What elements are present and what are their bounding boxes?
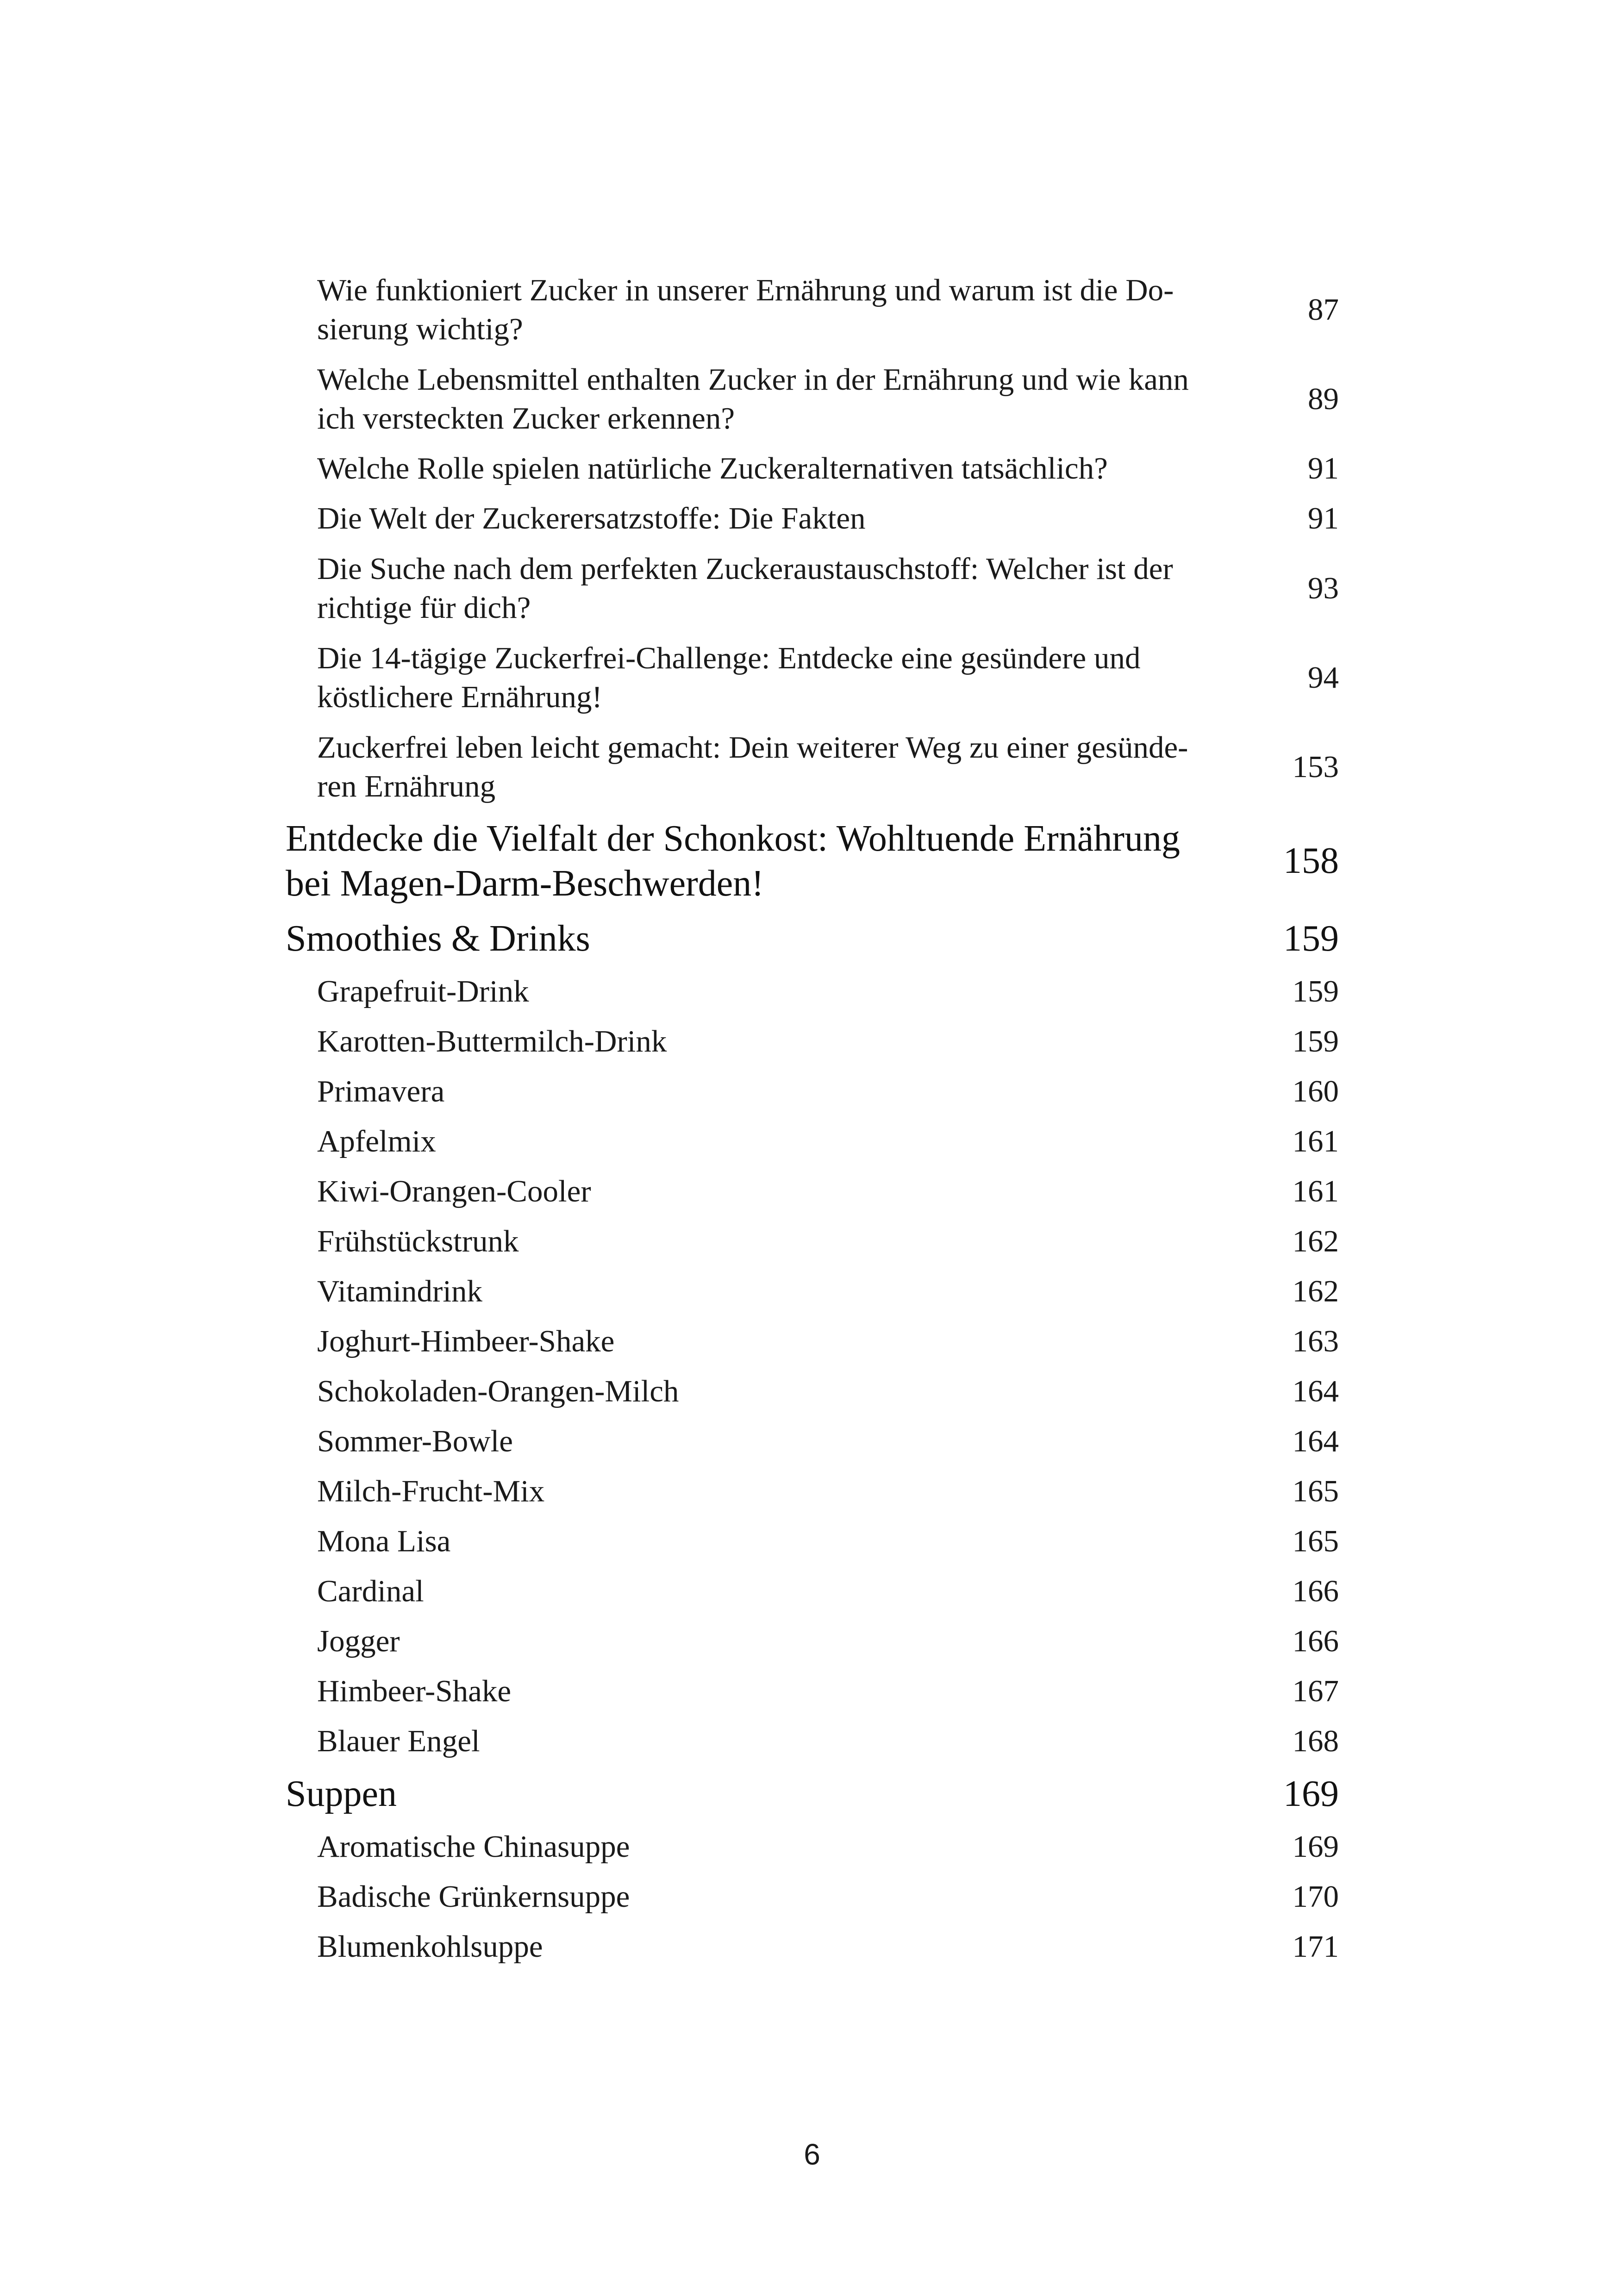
toc-entry-page-number: 168: [1292, 1724, 1339, 1758]
toc-entry-page-number: 169: [1292, 1829, 1339, 1864]
toc-entry-title: Welche Lebensmittel enthalten Zucker in der Ernährung und wie kann ich versteckten Zucker erkennen?: [317, 362, 1189, 436]
toc-chapter-entry[interactable]: [286, 911, 1339, 966]
toc-entry-page-number: 166: [1292, 1574, 1339, 1608]
toc-entry[interactable]: [286, 966, 1339, 1016]
toc-chapter-entry[interactable]: [286, 1766, 1339, 1822]
toc-entry[interactable]: [286, 722, 1339, 811]
toc-entry-page-number: 153: [1292, 749, 1339, 784]
toc-entry-page-number: 169: [1283, 1773, 1339, 1814]
toc-entry-title: Mona Lisa: [317, 1524, 451, 1558]
toc-entry-title: Cardinal: [317, 1574, 424, 1608]
toc-entry-title: Die Welt der Zuckerersatzstoffe: Die Fakten: [317, 501, 866, 535]
toc-entry[interactable]: [286, 1616, 1339, 1666]
toc-entry-page-number: 166: [1292, 1624, 1339, 1658]
toc-entry-page-number: 159: [1292, 1024, 1339, 1058]
toc-entry-title: Blauer Engel: [317, 1724, 480, 1758]
toc-entry-page-number: 163: [1292, 1324, 1339, 1358]
toc-entry[interactable]: [286, 1316, 1339, 1366]
toc-entry-title: Primavera: [317, 1074, 445, 1108]
toc-entry-page-number: 171: [1292, 1929, 1339, 1964]
table-of-contents: [286, 265, 1339, 1972]
toc-entry-title: Grapefruit-Drink: [317, 974, 529, 1008]
toc-entry-page-number: 91: [1308, 451, 1339, 485]
toc-entry-title: Milch-Frucht-Mix: [317, 1474, 545, 1508]
toc-entry-page-number: 159: [1292, 974, 1339, 1008]
toc-entry[interactable]: [286, 1366, 1339, 1416]
toc-entry-title: Karotten-Buttermilch-Drink: [317, 1024, 667, 1058]
toc-entry[interactable]: [286, 1266, 1339, 1316]
toc-entry-page-number: 162: [1292, 1274, 1339, 1308]
toc-entry-page-number: 160: [1292, 1074, 1339, 1108]
toc-entry[interactable]: [286, 543, 1339, 633]
toc-entry-title: Welche Rolle spielen natürliche Zuckeralternativen tatsächlich?: [317, 451, 1108, 485]
toc-entry[interactable]: [286, 1666, 1339, 1716]
toc-entry-page-number: 87: [1308, 292, 1339, 327]
toc-entry-title: Apfelmix: [317, 1124, 436, 1158]
toc-entry-page-number: 161: [1292, 1174, 1339, 1208]
toc-entry-page-number: 94: [1308, 660, 1339, 695]
toc-entry-title: Himbeer-Shake: [317, 1674, 512, 1708]
toc-entry-page-number: 164: [1292, 1374, 1339, 1408]
toc-entry-page-number: 170: [1292, 1879, 1339, 1914]
toc-entry-title: Kiwi-Orangen-Cooler: [317, 1174, 591, 1208]
toc-entry-title: Die 14-tägige Zuckerfrei-Challenge: Entdecke eine gesündere und köstlichere Ernährung!: [317, 641, 1141, 714]
toc-entry-title: Frühstückstrunk: [317, 1224, 519, 1258]
toc-entry-title: Sommer-Bowle: [317, 1424, 513, 1458]
page-number: 6: [804, 2138, 820, 2171]
toc-entry-page-number: 89: [1308, 381, 1339, 416]
toc-entry-title: Smoothies & Drinks: [286, 918, 590, 959]
toc-entry[interactable]: [286, 1716, 1339, 1766]
toc-entry-title: Schokoladen-Orangen-Milch: [317, 1374, 679, 1408]
toc-entry-title: Jogger: [317, 1624, 400, 1658]
toc-entry[interactable]: [286, 1466, 1339, 1516]
toc-entry[interactable]: [286, 1566, 1339, 1616]
toc-entry[interactable]: [286, 1516, 1339, 1566]
toc-entry[interactable]: [286, 493, 1339, 543]
toc-entry[interactable]: [286, 633, 1339, 722]
toc-entry[interactable]: [286, 265, 1339, 354]
toc-entry[interactable]: [286, 1216, 1339, 1266]
toc-entry-title: Die Suche nach dem perfekten Zuckeraustauschstoff: Welcher ist der richtige für dich?: [317, 551, 1173, 625]
toc-entry-page-number: 167: [1292, 1674, 1339, 1708]
toc-chapter-entry[interactable]: [286, 811, 1339, 911]
toc-entry[interactable]: [286, 1922, 1339, 1972]
toc-entry-title: Entdecke die Vielfalt der Schonkost: Wohltuende Ernährung bei Magen-Darm-Beschwerden!: [286, 818, 1180, 904]
toc-entry-title: Suppen: [286, 1773, 397, 1814]
toc-entry-title: Badische Grünkernsuppe: [317, 1879, 630, 1914]
toc-entry-title: Vitamindrink: [317, 1274, 482, 1308]
toc-entry[interactable]: [286, 354, 1339, 443]
toc-entry[interactable]: [286, 1822, 1339, 1872]
toc-entry[interactable]: [286, 443, 1339, 493]
toc-entry-title: Zuckerfrei leben leicht gemacht: Dein weiterer Weg zu einer gesünde- ren Ernährung: [317, 730, 1188, 803]
toc-entry[interactable]: [286, 1016, 1339, 1066]
toc-entry[interactable]: [286, 1416, 1339, 1466]
toc-entry[interactable]: [286, 1066, 1339, 1116]
toc-entry[interactable]: [286, 1116, 1339, 1166]
toc-entry-title: Blumenkohlsuppe: [317, 1929, 543, 1964]
toc-entry-page-number: 93: [1308, 571, 1339, 605]
toc-entry[interactable]: [286, 1872, 1339, 1922]
toc-entry-title: Wie funktioniert Zucker in unserer Ernährung und warum ist die Do- sierung wichtig?: [317, 273, 1174, 346]
toc-entry-page-number: 91: [1308, 501, 1339, 535]
toc-entry-page-number: 162: [1292, 1224, 1339, 1258]
toc-entry-page-number: 164: [1292, 1424, 1339, 1458]
toc-entry[interactable]: [286, 1166, 1339, 1216]
toc-entry-page-number: 165: [1292, 1524, 1339, 1558]
toc-entry-page-number: 159: [1283, 918, 1339, 959]
toc-entry-page-number: 158: [1283, 840, 1339, 881]
toc-entry-title: Joghurt-Himbeer-Shake: [317, 1324, 615, 1358]
toc-entry-title: Aromatische Chinasuppe: [317, 1829, 630, 1864]
toc-entry-page-number: 161: [1292, 1124, 1339, 1158]
toc-entry-page-number: 165: [1292, 1474, 1339, 1508]
